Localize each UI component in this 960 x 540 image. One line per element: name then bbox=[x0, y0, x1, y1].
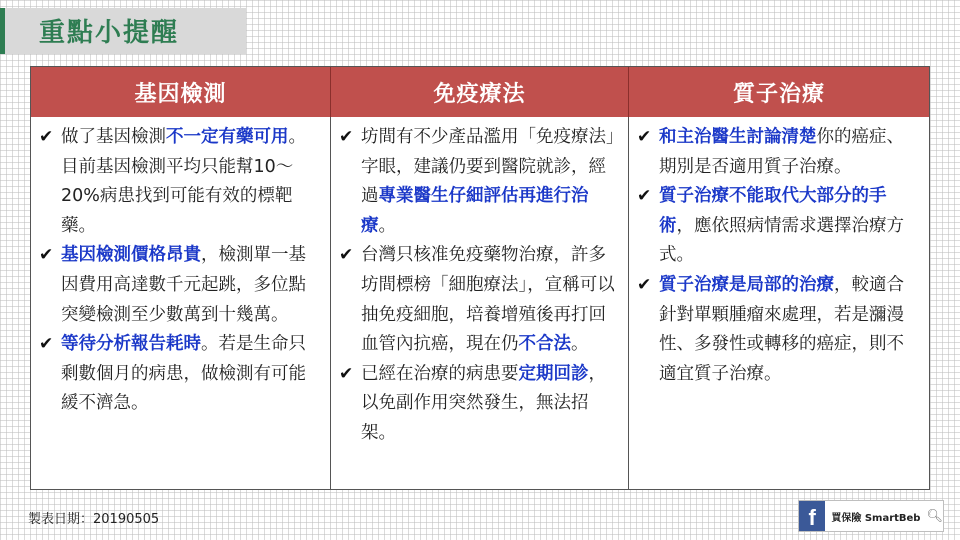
highlight-text: 不合法 bbox=[518, 334, 571, 355]
body-text: 。若是生命只剩數個月的病患，做檢測有可能緩不濟急。 bbox=[61, 334, 306, 414]
checkmark-icon: ✔︎ bbox=[637, 127, 652, 147]
highlight-text: 質子治療不能取代大部分的手術 bbox=[659, 186, 887, 236]
body-text: 做了基因檢測 bbox=[61, 127, 166, 147]
list-item bbox=[339, 123, 620, 241]
list-item-text bbox=[61, 123, 322, 241]
list-item bbox=[339, 360, 620, 449]
checkmark-icon: ✔︎ bbox=[339, 363, 354, 384]
title-bar bbox=[0, 8, 246, 54]
comparison-table bbox=[30, 66, 930, 490]
list-item bbox=[637, 271, 921, 389]
table-header-row bbox=[31, 67, 929, 117]
page-title: 重點小提醒 bbox=[39, 18, 180, 48]
column-immunotherapy bbox=[331, 117, 629, 489]
highlight-text: 定期回診 bbox=[518, 363, 589, 384]
body-text: ，以免副作用突然發生，無法招架。 bbox=[361, 363, 606, 443]
list-item bbox=[637, 182, 921, 271]
body-text: 坊間有不少產品濫用「免疫療法」字眼，建議仍要到醫院就診，經過 bbox=[361, 127, 615, 207]
highlight-text: 等待分析報告耗時 bbox=[61, 334, 201, 355]
list-item bbox=[637, 123, 921, 182]
highlight-text: 專業醫生仔細評估再進行治療 bbox=[361, 186, 589, 236]
checkmark-icon: ✔︎ bbox=[39, 245, 54, 266]
facebook-icon: f bbox=[799, 501, 825, 531]
body-text: 。 bbox=[571, 334, 589, 355]
column-proton-therapy bbox=[629, 117, 929, 489]
highlight-text: 質子治療是局部的治療 bbox=[659, 274, 834, 295]
checkmark-icon: ✔︎ bbox=[39, 127, 54, 147]
column-gene-testing bbox=[31, 117, 331, 489]
highlight-text: 和主治醫生討論清楚 bbox=[659, 127, 817, 147]
body-text: ，應依照病情需求選擇治療方式。 bbox=[659, 215, 904, 266]
table-body-row bbox=[31, 117, 929, 489]
body-text: 你的癌症、期別是否適用質子治療。 bbox=[659, 127, 904, 177]
facebook-page-badge[interactable] bbox=[798, 500, 944, 532]
list-item-text bbox=[361, 123, 620, 241]
list-item bbox=[39, 330, 322, 419]
list-item bbox=[39, 123, 322, 241]
body-text: 台灣只核准免疫藥物治療，許多坊間標榜「細胞療法」，宣稱可以抽免疫細胞，培養增殖後再打回血管內抗癌，現在仍 bbox=[361, 245, 615, 355]
highlight-text: 基因檢測價格昂貴 bbox=[61, 245, 201, 266]
search-icon: 🔍︎ bbox=[926, 508, 943, 524]
checkmark-icon: ✔︎ bbox=[339, 245, 354, 266]
checkmark-icon: ✔︎ bbox=[339, 127, 354, 147]
list-item-text bbox=[361, 241, 620, 359]
list-item-text bbox=[659, 182, 921, 271]
body-text: 。目前基因檢測平均只能幫10～20%病患找到可能有效的標靶藥。 bbox=[61, 127, 306, 236]
list-item bbox=[339, 241, 620, 359]
list-item-text bbox=[61, 241, 322, 330]
body-text: 。 bbox=[378, 215, 396, 236]
list-item-text bbox=[659, 271, 921, 389]
list-item bbox=[39, 241, 322, 330]
checkmark-icon: ✔︎ bbox=[39, 334, 54, 355]
column-header-proton-therapy: 質子治療 bbox=[732, 81, 825, 107]
checkmark-icon: ✔︎ bbox=[637, 186, 652, 207]
list-item-text bbox=[361, 360, 620, 449]
body-text: ，檢測單一基因費用高達數千元起跳，多位點突變檢測至少數萬到十幾萬。 bbox=[61, 245, 306, 325]
checkmark-icon: ✔︎ bbox=[637, 274, 652, 295]
list-item-text bbox=[61, 330, 322, 419]
column-header-gene-testing: 基因檢測 bbox=[31, 67, 331, 117]
column-header-immunotherapy: 免疫療法 bbox=[331, 67, 629, 117]
table-date: 製表日期：20190505 bbox=[28, 512, 160, 527]
list-item-text bbox=[659, 123, 921, 182]
body-text: ，較適合針對單顆腫瘤來處理，若是瀰漫性、多發性或轉移的癌症，則不適宜質子治療。 bbox=[659, 274, 904, 384]
facebook-page-name: 買保險 SmartBeb bbox=[831, 512, 921, 524]
body-text: 已經在治療的病患要 bbox=[361, 363, 519, 384]
highlight-text: 不一定有藥可用 bbox=[166, 127, 289, 147]
